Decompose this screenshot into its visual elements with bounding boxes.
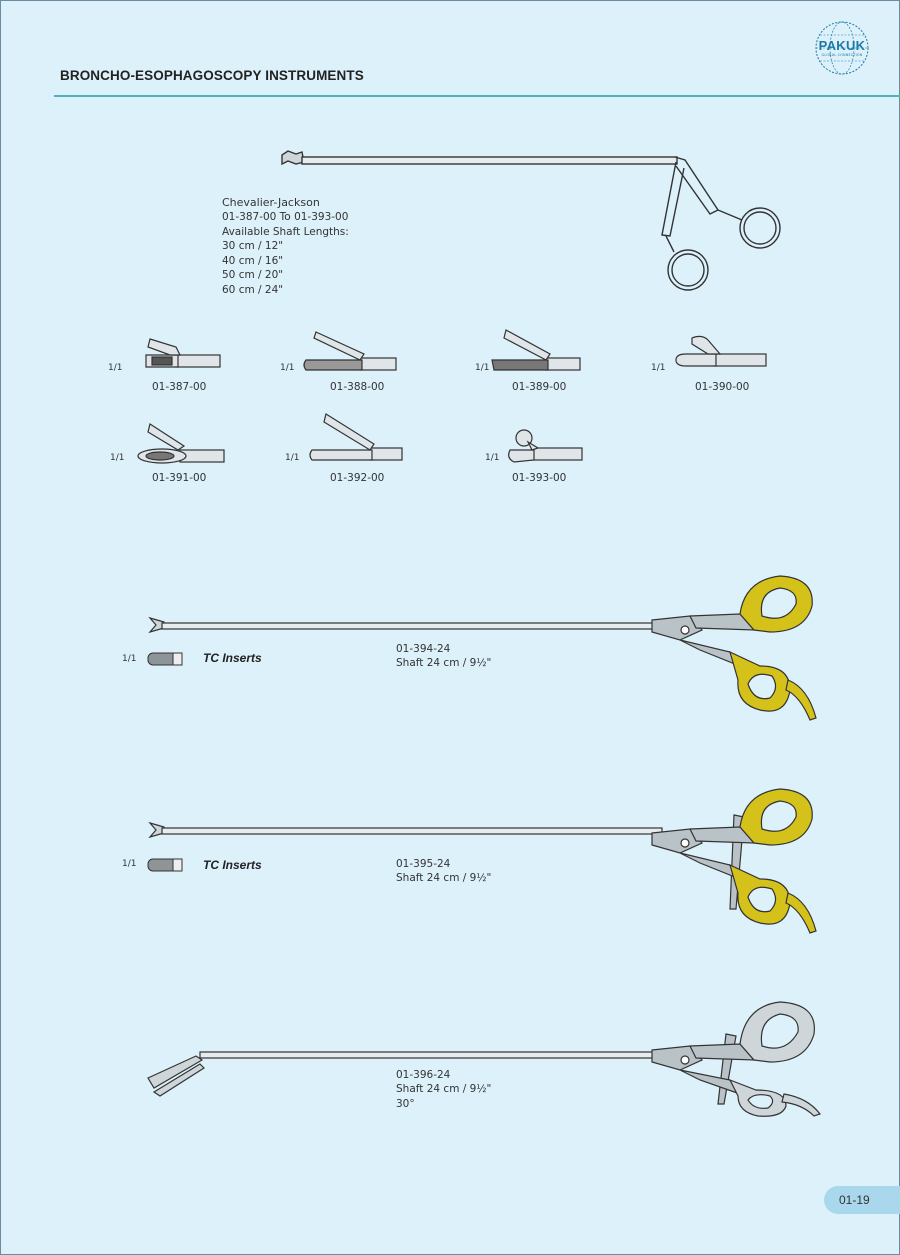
tip-scale: 1/1	[475, 363, 490, 373]
logo-text: PAKUK	[818, 38, 866, 53]
tip-image-01-389-00	[490, 326, 582, 376]
page-number-badge	[824, 1186, 900, 1214]
tip-code: 01-387-00	[152, 381, 207, 393]
tip-code: 01-393-00	[512, 472, 567, 484]
tc-inserts-label: TC Inserts	[203, 858, 262, 872]
forceps-shaft-length: Shaft 24 cm / 9½"	[396, 657, 492, 669]
logo-subtext: GLOBAL CONNECTION	[821, 53, 863, 57]
insert-scale: 1/1	[122, 859, 137, 869]
shaft-lengths-label: Available Shaft Lengths:	[222, 226, 349, 238]
tip-code: 01-389-00	[512, 381, 567, 393]
tip-code: 01-388-00	[330, 381, 385, 393]
forceps-code: 01-395-24	[396, 858, 451, 870]
shaft-length-item: 30 cm / 12"	[222, 240, 284, 252]
forceps-image-01-394-24	[140, 570, 830, 730]
tip-scale: 1/1	[108, 363, 123, 373]
insert-scale: 1/1	[122, 654, 137, 664]
tip-image-01-390-00	[672, 332, 768, 376]
forceps-shaft-length: Shaft 24 cm / 9½"	[396, 872, 492, 884]
forceps-image-01-396-24	[140, 1000, 830, 1130]
page-title: BRONCHO-ESOPHAGOSCOPY INSTRUMENTS	[60, 68, 364, 83]
shaft-length-item: 60 cm / 24"	[222, 284, 284, 296]
tip-image-01-393-00	[502, 424, 584, 470]
main-instrument-name: Chevalier-Jackson	[222, 196, 320, 209]
tc-inserts-label: TC Inserts	[203, 651, 262, 665]
shaft-length-item: 40 cm / 16"	[222, 255, 284, 267]
tip-image-01-388-00	[302, 328, 398, 376]
page-number: 01-19	[839, 1193, 870, 1207]
tip-scale: 1/1	[651, 363, 666, 373]
forceps-code: 01-394-24	[396, 643, 451, 655]
forceps-angle: 30°	[396, 1098, 415, 1110]
tip-image-01-392-00	[308, 410, 404, 466]
tip-image-01-387-00	[140, 335, 222, 377]
tip-code: 01-392-00	[330, 472, 385, 484]
main-instrument-range: 01-387-00 To 01-393-00	[222, 211, 349, 223]
tip-code: 01-391-00	[152, 472, 207, 484]
header-rule	[54, 95, 900, 97]
forceps-shaft-length: Shaft 24 cm / 9½"	[396, 1083, 492, 1095]
tip-code: 01-390-00	[695, 381, 750, 393]
forceps-code: 01-396-24	[396, 1069, 451, 1081]
tip-image-01-391-00	[134, 418, 226, 468]
tip-scale: 1/1	[485, 453, 500, 463]
shaft-length-item: 50 cm / 20"	[222, 269, 284, 281]
tip-scale: 1/1	[285, 453, 300, 463]
tip-scale: 1/1	[110, 453, 125, 463]
tc-insert-icon	[147, 858, 183, 872]
tc-insert-icon	[147, 652, 183, 666]
tip-scale: 1/1	[280, 363, 295, 373]
